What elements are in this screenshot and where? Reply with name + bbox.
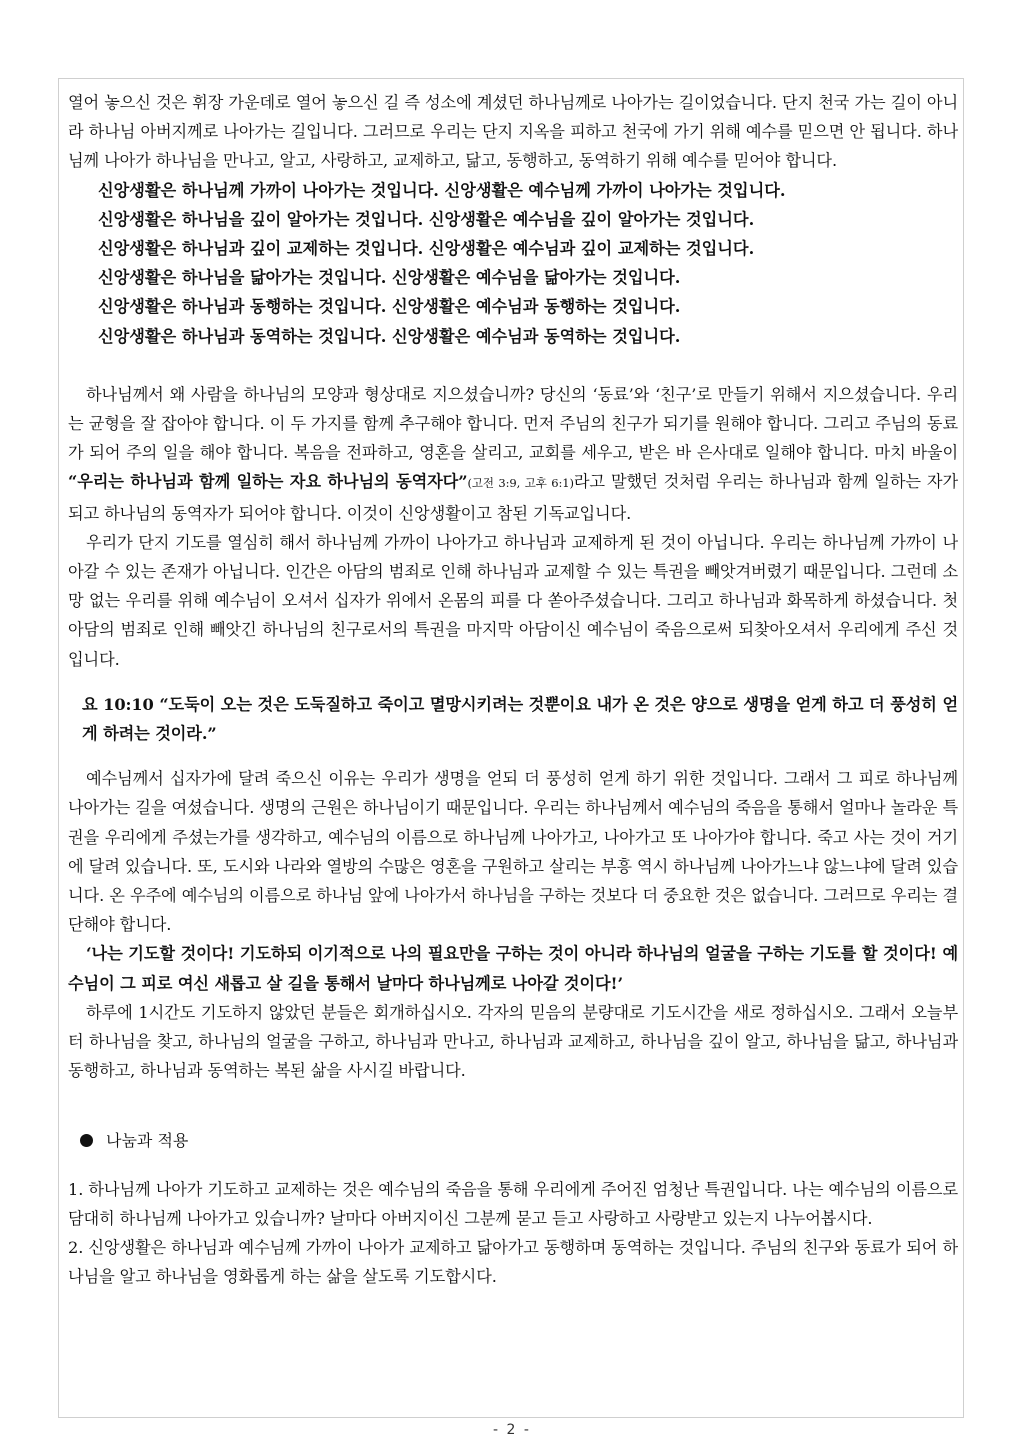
scripture-reference: (고전 3:9, 고후 6:1) [467,476,574,491]
creed-line: 신앙생활은 하나님과 깊이 교제하는 것입니다. 신앙생활은 예수님과 깊이 교제하는 것입니다. [98,239,755,259]
creed-line: 신앙생활은 하나님을 깊이 알아가는 것입니다. 신앙생활은 예수님을 깊이 알아가는 것입니다. [98,209,755,229]
application-item-2: 2. 신앙생활은 하나님과 예수님께 가까이 나아가 교제하고 닮아가고 동행하며 동역하는 것입니다. 주님의 친구와 동료가 되어 하나님을 알고 하나님을 영화롭게 하는 삶을 살도록 기도합시다. [68,1237,958,1287]
paragraph-friend-coworker [68,380,958,528]
bold-quote: “우리는 하나님과 함께 일하는 자요 하나님의 동역자다” [68,472,468,492]
paragraph-cross: 예수님께서 십자가에 달려 죽으신 이유는 우리가 생명을 얻되 더 풍성히 얻게 하기 위한 것입니다. 그래서 그 피로 하나님께 나아가는 길을 여셨습니다. 생명의 근원은 하나님이기 때문입니다. 우리는 하나님께서 예수님의 죽음을 통해서 얼마나 놀라운 특권을 우리에게 주셨는가를 생각하고, 예수님의 이름으로 하나님께 나아가고, 나아가고 또 나아가야 합니다. 죽고 사는 것이 거기에 달려 있습니다. 또, 도시와 나라와 열방의 수많은 영혼을 구원하고 살리는 부흥 역시 하나님께 나아가느냐 않느냐에 달려 있습니다. 온 우주에 예수님의 이름으로 하나님 앞에 나아가서 하나님을 구하는 것보다 더 중요한 것은 없습니다. 그러므로 우리는 결단해야 합니다. [68,769,958,935]
creed-line: 신앙생활은 하나님과 동행하는 것입니다. 신앙생활은 예수님과 동행하는 것입니다. [98,297,681,317]
application-item-1: 1. 하나님께 나아가 기도하고 교제하는 것은 예수님의 죽음을 통해 우리에게 주어진 엄청난 특권입니다. 나는 예수님의 이름으로 담대히 하나님께 나아가고 있습니까? 날마다 아버지이신 그분께 묻고 듣고 사랑하고 사랑받고 있는지 나누어봅시다. [68,1179,958,1228]
paragraph-access: 우리가 단지 기도를 열심히 해서 하나님께 가까이 나아가고 하나님과 교제하게 된 것이 아닙니다. 우리는 하나님께 가까이 나아갈 수 있는 존재가 아닙니다. 인간은 아담의 범죄로 인해 하나님과 교제할 수 있는 특권을 빼앗겨버렸기 때문입니다. 그런데 소망 없는 우리를 위해 예수님이 오셔서 십자가 위에서 온몸의 피를 다 쏟아주셨습니다. 그리고 하나님과 화목하게 하셨습니다. 첫 아담의 범죄로 인해 빼앗긴 하나님의 친구로서의 특권을 마지막 아담이신 예수님이 죽음으로써 되찾아오셔서 우리에게 주신 것입니다. [68,532,958,669]
bullet-icon [80,1134,93,1147]
paragraph-prayer: 하루에 1시간도 기도하지 않았던 분들은 회개하십시오. 각자의 믿음의 분량대로 기도시간을 새로 정하십시오. 그래서 오늘부터 하나님을 찾고, 하나님의 얼굴을 구하고, 하나님과 만나고, 하나님과 교제하고, 하나님을 깊이 알고, 하나님을 닮고, 하나님과 동행하고, 하나님과 동역하는 복된 삶을 사시길 바랍니다. [68,1002,958,1081]
spacer [68,674,958,690]
paragraph-text: 라고 말했던 것처럼 우리는 하나님과 함께 일하는 자가 되고 하나님의 동역자가 되어야 합니다. 이것이 신앙생활이고 참된 기독교입니다. [68,472,959,523]
spacer [68,351,958,380]
intro-paragraph: 열어 놓으신 것은 휘장 가운데로 열어 놓으신 길 즉 성소에 계셨던 하나님께로 나아가는 길이었습니다. 단지 천국 가는 길이 아니라 하나님 아버지께로 나아가는 길입니다. 그러므로 우리는 단지 지옥을 피하고 천국에 가기 위해 예수를 믿으면 안 됩니다. 하나님께 나아가 하나님을 만나고, 알고, 사랑하고, 교제하고, 닮고, 동행하고, 동역하기 위해 예수를 믿어야 합니다. [68,93,958,171]
section-heading [68,1126,958,1155]
spacer [68,1086,958,1126]
creed-block [68,176,958,351]
section-title: 나눔과 적용 [106,1130,189,1150]
creed-line: 신앙생활은 하나님을 닮아가는 것입니다. 신앙생활은 예수님을 닮아가는 것입니다. [98,268,681,288]
page-number: - 2 - [493,1422,531,1438]
scripture-verse: 요 10:10 “도둑이 오는 것은 도둑질하고 죽이고 멸망시키려는 것뿐이요 내가 온 것은 양으로 생명을 얻게 하고 더 풍성히 얻게 하려는 것이라.” [82,694,958,744]
creed-line: 신앙생활은 하나님께 가까이 나아가는 것입니다. 신앙생활은 예수님께 가까이 나아가는 것입니다. [98,180,786,200]
document-body [68,88,958,1291]
spacer [68,748,958,764]
paragraph-text: 하나님께서 왜 사람을 하나님의 모양과 형상대로 지으셨습니까? 당신의 ‘동료’와 ‘친구’로 만들기 위해서 지으셨습니다. 우리는 균형을 잘 잡아야 합니다. 이 두 가지를 함께 추구해야 합니다. 먼저 주님의 친구가 되기를 원해야 합니다. 그리고 주님의 동료가 되어 주의 일을 해야 합니다. 복음을 전파하고, 영혼을 살리고, 교회를 세우고, 받은 바 은사대로 일해야 합니다. 마치 바울이 [68,384,958,463]
resolution-quote: ‘나는 기도할 것이다! 기도하되 이기적으로 나의 필요만을 구하는 것이 아니라 하나님의 얼굴을 구하는 기도를 할 것이다! 예수님이 그 피로 여신 새롭고 살 길을 통해서 날마다 하나님께로 나아갈 것이다!’ [68,944,958,993]
creed-line: 신앙생활은 하나님과 동역하는 것입니다. 신앙생활은 예수님과 동역하는 것입니다. [98,326,681,346]
spacer [68,1155,958,1175]
